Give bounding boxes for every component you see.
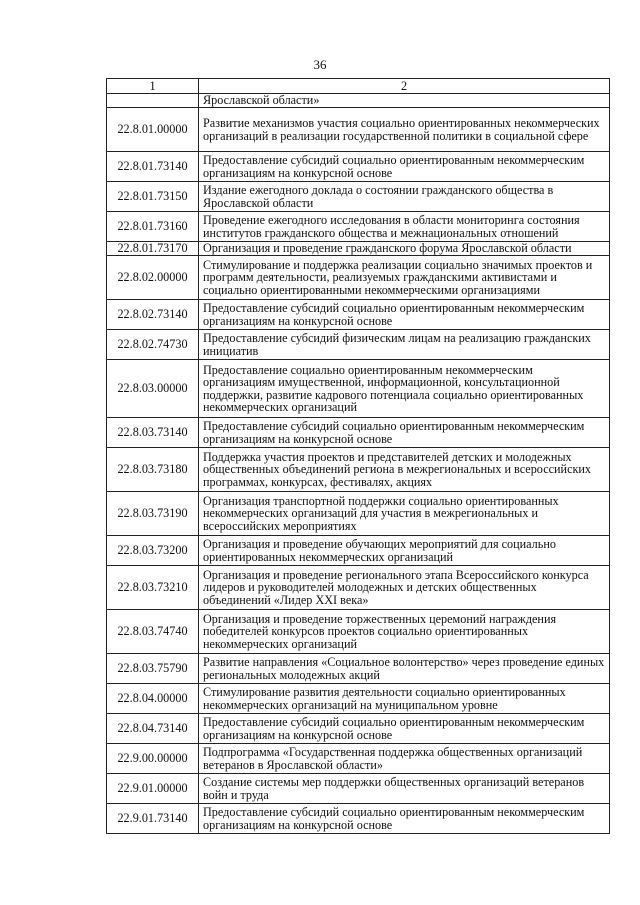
row-description: Предоставление субсидий социально ориентированным некоммерческим организациям на конкурсной основе <box>199 804 610 834</box>
row-code: 22.8.01.73170 <box>107 242 199 256</box>
row-description: Организация и проведение регионального этапа Всероссийского конкурса лидеров и руководителей молодежных и детских общественных объединений «Лидер XXI века» <box>199 566 610 610</box>
table-row <box>107 152 610 182</box>
row-description: Предоставление субсидий социально ориентированным некоммерческим организациям на конкурсной основе <box>199 152 610 182</box>
table-row <box>107 610 610 654</box>
row-description: Предоставление субсидий социально ориентированным некоммерческим организациям на конкурсной основе <box>199 714 610 744</box>
table-row <box>107 536 610 566</box>
table-row <box>107 418 610 448</box>
table-row <box>107 714 610 744</box>
table-row <box>107 566 610 610</box>
row-code: 22.8.01.73150 <box>107 182 199 212</box>
budget-classification-table <box>106 78 610 834</box>
row-code: 22.8.03.73180 <box>107 448 199 492</box>
table-row <box>107 330 610 360</box>
row-code: 22.8.03.74740 <box>107 610 199 654</box>
row-code <box>107 94 199 108</box>
row-description: Предоставление субсидий физическим лицам на реализацию гражданских инициатив <box>199 330 610 360</box>
row-code: 22.8.03.73210 <box>107 566 199 610</box>
column-header-2: 2 <box>199 79 610 94</box>
row-code: 22.8.04.00000 <box>107 684 199 714</box>
page-number: 36 <box>313 57 327 72</box>
row-code: 22.9.00.00000 <box>107 744 199 774</box>
row-description: Организация и проведение торжественных церемоний награждения победителей конкурсов проектов социально ориентированных некоммерческих организаций <box>199 610 610 654</box>
row-code: 22.8.02.74730 <box>107 330 199 360</box>
row-code: 22.8.03.00000 <box>107 360 199 418</box>
row-description: Развитие механизмов участия социально ориентированных некоммерческих организаций в реализации государственной политики в социальной сфере <box>199 108 610 152</box>
row-code: 22.8.03.73140 <box>107 418 199 448</box>
table-row <box>107 108 610 152</box>
table-row <box>107 182 610 212</box>
table-row <box>107 744 610 774</box>
table-row <box>107 360 610 418</box>
table-row <box>107 804 610 834</box>
row-code: 22.8.03.73190 <box>107 492 199 536</box>
row-code: 22.8.01.00000 <box>107 108 199 152</box>
row-description: Предоставление субсидий социально ориентированным некоммерческим организациям на конкурсной основе <box>199 418 610 448</box>
row-description: Стимулирование развития деятельности социально ориентированных некоммерческих организаций на муниципальном уровне <box>199 684 610 714</box>
row-code: 22.8.03.73200 <box>107 536 199 566</box>
table-row <box>107 242 610 256</box>
row-description: Организация и проведение гражданского форума Ярославской области <box>199 242 610 256</box>
row-description: Создание системы мер поддержки общественных организаций ветеранов войн и труда <box>199 774 610 804</box>
table-row <box>107 448 610 492</box>
row-code: 22.8.01.73160 <box>107 212 199 242</box>
row-description: Предоставление субсидий социально ориентированным некоммерческим организациям на конкурсной основе <box>199 300 610 330</box>
table-row <box>107 212 610 242</box>
row-code: 22.8.04.73140 <box>107 714 199 744</box>
row-description: Организация транспортной поддержки социально ориентированных некоммерческих организаций для участия в межрегиональных и всероссийских мероприятиях <box>199 492 610 536</box>
table-row <box>107 492 610 536</box>
row-description: Развитие направления «Социальное волонтерство» через проведение единых региональных молодежных акций <box>199 654 610 684</box>
table-header-row <box>107 79 610 94</box>
row-code: 22.9.01.00000 <box>107 774 199 804</box>
row-code: 22.8.03.75790 <box>107 654 199 684</box>
row-description: Предоставление социально ориентированным некоммерческим организациям имущественной, информационной, консультационной поддержки, развитие кадрового потенциала социально ориентированных некоммерческих организаций <box>199 360 610 418</box>
table-row <box>107 654 610 684</box>
row-description: Поддержка участия проектов и представителей детских и молодежных общественных объединений региона в межрегиональных и всероссийских программах, конкурсах, фестивалях, акциях <box>199 448 610 492</box>
row-description: Проведение ежегодного исследования в области мониторинга состояния институтов гражданского общества и межнациональных отношений <box>199 212 610 242</box>
table-row <box>107 300 610 330</box>
row-code: 22.8.02.00000 <box>107 256 199 300</box>
row-code: 22.8.01.73140 <box>107 152 199 182</box>
row-description: Организация и проведение обучающих мероприятий для социально ориентированных некоммерческих организаций <box>199 536 610 566</box>
row-description: Подпрограмма «Государственная поддержка общественных организаций ветеранов в Ярославской области» <box>199 744 610 774</box>
row-code: 22.8.02.73140 <box>107 300 199 330</box>
table-row <box>107 256 610 300</box>
row-description: Ярославской области» <box>199 94 610 108</box>
row-description: Издание ежегодного доклада о состоянии гражданского общества в Ярославской области <box>199 182 610 212</box>
table-row <box>107 774 610 804</box>
table-row <box>107 94 610 108</box>
table-row <box>107 684 610 714</box>
row-code: 22.9.01.73140 <box>107 804 199 834</box>
column-header-1: 1 <box>107 79 199 94</box>
row-description: Стимулирование и поддержка реализации социально значимых проектов и программ деятельности, реализуемых гражданскими активистами и социально ориентированными некоммерческими организациями <box>199 256 610 300</box>
